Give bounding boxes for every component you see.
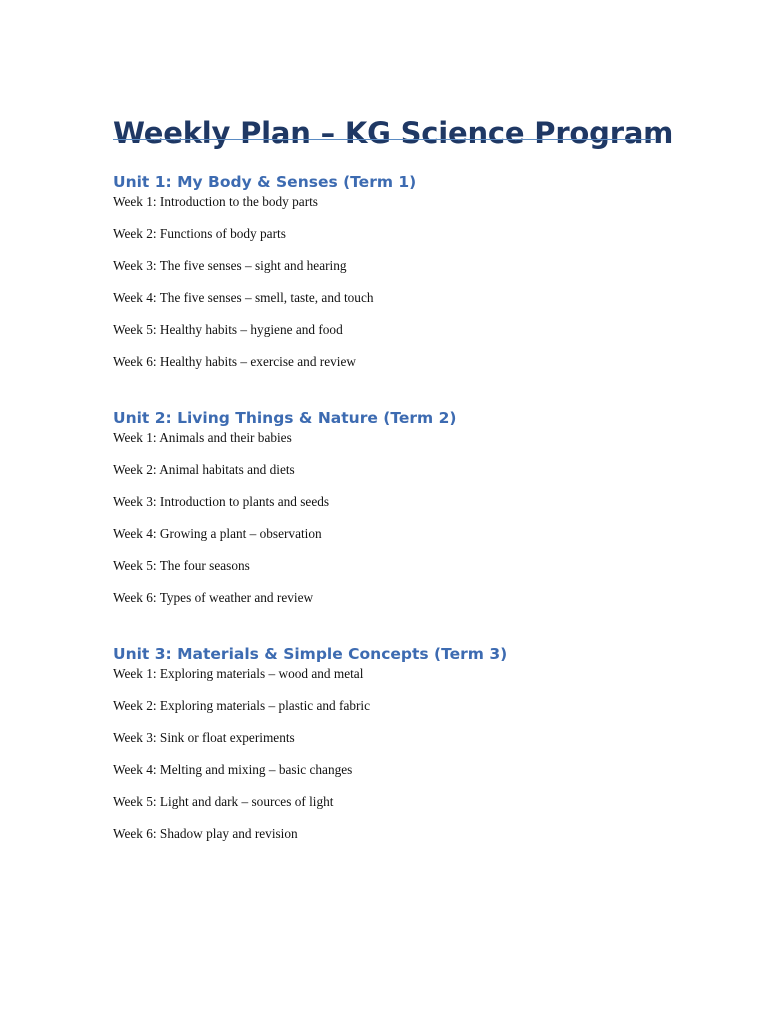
week-item: Week 5: Healthy habits – hygiene and food <box>113 322 343 337</box>
week-item: Week 4: The five senses – smell, taste, and touch <box>113 290 374 305</box>
week-item: Week 1: Animals and their babies <box>113 430 292 445</box>
unit-1-week-list <box>113 193 655 371</box>
week-item: Week 1: Introduction to the body parts <box>113 194 318 209</box>
week-item: Week 2: Functions of body parts <box>113 226 286 241</box>
unit-3-section <box>113 643 655 857</box>
page-title: Weekly Plan – KG Science Program <box>113 116 674 151</box>
unit-3-heading: Unit 3: Materials & Simple Concepts (Term 3) <box>113 645 508 663</box>
week-item: Week 4: Growing a plant – observation <box>113 526 322 541</box>
unit-2-section <box>113 407 655 621</box>
week-item: Week 1: Exploring materials – wood and metal <box>113 666 364 681</box>
unit-2-week-list <box>113 429 655 607</box>
week-item: Week 2: Animal habitats and diets <box>113 462 295 477</box>
week-item: Week 6: Healthy habits – exercise and review <box>113 354 356 369</box>
week-item: Week 5: The four seasons <box>113 558 250 573</box>
week-item: Week 4: Melting and mixing – basic changes <box>113 762 353 777</box>
week-item: Week 3: The five senses – sight and hearing <box>113 258 347 273</box>
unit-2-heading: Unit 2: Living Things & Nature (Term 2) <box>113 409 457 427</box>
week-item: Week 6: Shadow play and revision <box>113 826 298 841</box>
week-item: Week 3: Introduction to plants and seeds <box>113 494 330 509</box>
unit-3-week-list <box>113 665 655 843</box>
week-item: Week 5: Light and dark – sources of light <box>113 794 334 809</box>
unit-1-section <box>113 171 655 385</box>
title-underline <box>113 139 655 140</box>
week-item: Week 6: Types of weather and review <box>113 590 314 605</box>
week-item: Week 2: Exploring materials – plastic and fabric <box>113 698 371 713</box>
unit-1-heading: Unit 1: My Body & Senses (Term 1) <box>113 173 417 191</box>
week-item: Week 3: Sink or float experiments <box>113 730 295 745</box>
